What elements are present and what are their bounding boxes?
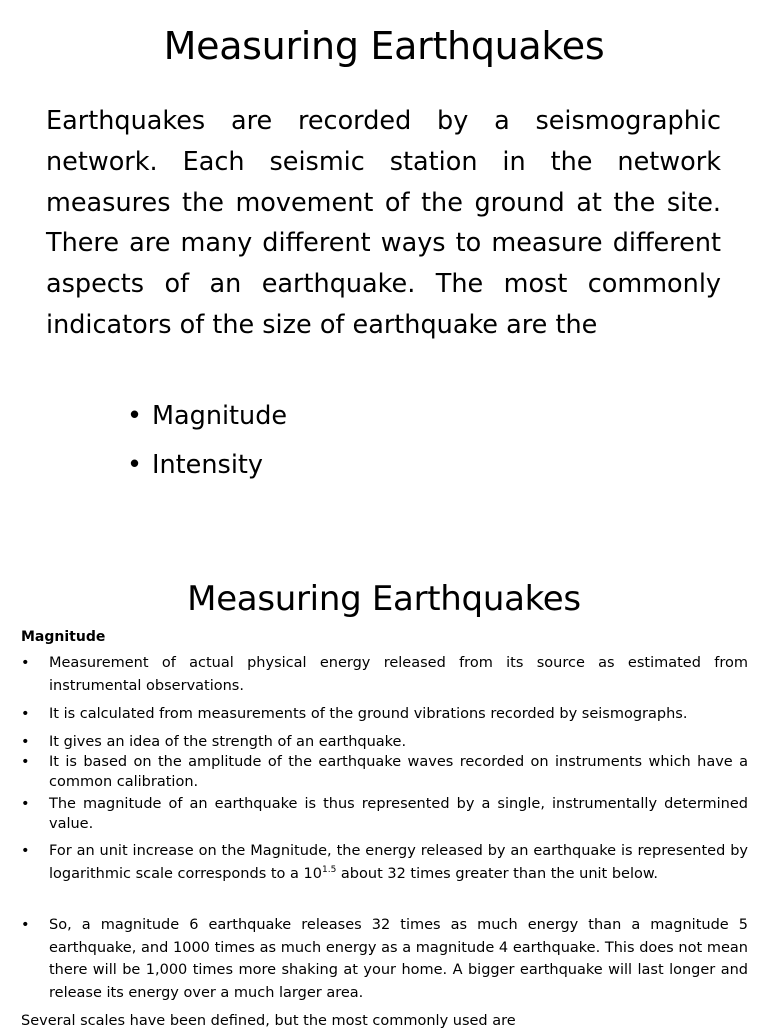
energy-text-end: about 32 times greater than the unit below. (336, 865, 659, 882)
bullet-icon: • (21, 706, 30, 722)
list-item (21, 795, 748, 834)
list-item-text: It is calculated from measurements of the ground vibrations recorded by seismographs. (49, 706, 688, 722)
list-item-text: It gives an idea of the strength of an earthquake. (49, 734, 407, 750)
list-item-magnitude (127, 395, 287, 444)
list-item-text (49, 840, 748, 885)
list-item-text: So, a magnitude 6 earthquake releases 32 times as much energy than a magnitude 5 earthquake, and 1000 times as much energy as a magnitude 4 earthquake. This does not mean there will be 1,000 times more shaking at your home. A bigger earthquake will last longer and release its energy over a much larger area. (49, 917, 748, 1001)
bullet-icon: • (21, 655, 30, 671)
list-item-text: It is based on the amplitude of the earthquake waves recorded on instruments which have a common calibration. (49, 754, 748, 790)
list-item-text: Measurement of actual physical energy released from its source as estimated from instrumental observations. (49, 655, 748, 694)
exponent: 1.5 (321, 864, 337, 875)
bullet-icon: • (21, 754, 30, 770)
bullet-icon: • (21, 796, 30, 812)
bullet-icon: • (127, 401, 143, 431)
list-item-intensity (127, 444, 287, 493)
section-heading-magnitude: Magnitude (21, 629, 106, 645)
list-item-label: Intensity (152, 450, 263, 480)
size-indicator-list (127, 395, 287, 493)
bullet-icon: • (127, 450, 143, 480)
bullet-icon: • (21, 843, 30, 859)
energy-text-start: For an unit increase on the Magnitude, the energy released by an earthquake is represented by logarithmic scale corresponds to a 10 (49, 843, 748, 882)
list-item (21, 731, 748, 754)
list-item-label: Magnitude (152, 401, 288, 431)
slide-1-title: Measuring Earthquakes (163, 24, 605, 68)
list-item (21, 914, 748, 1004)
scales-intro-text: Several scales have been defined, but the most commonly used are (21, 1013, 516, 1029)
list-item (21, 840, 748, 885)
list-item (21, 703, 748, 726)
bullet-icon: • (21, 917, 30, 933)
list-item (21, 753, 748, 792)
slide-2-title: Measuring Earthquakes (187, 579, 581, 619)
list-item-text: The magnitude of an earthquake is thus represented by a single, instrumentally determined value. (49, 796, 748, 832)
intro-paragraph: Earthquakes are recorded by a seismographic network. Each seismic station in the network measures the movement of the ground at the site. There are many different ways to measure different aspects of an earthquake. The most commonly indicators of the size of earthquake are the (46, 106, 721, 340)
list-item (21, 652, 748, 697)
bullet-icon: • (21, 734, 30, 750)
